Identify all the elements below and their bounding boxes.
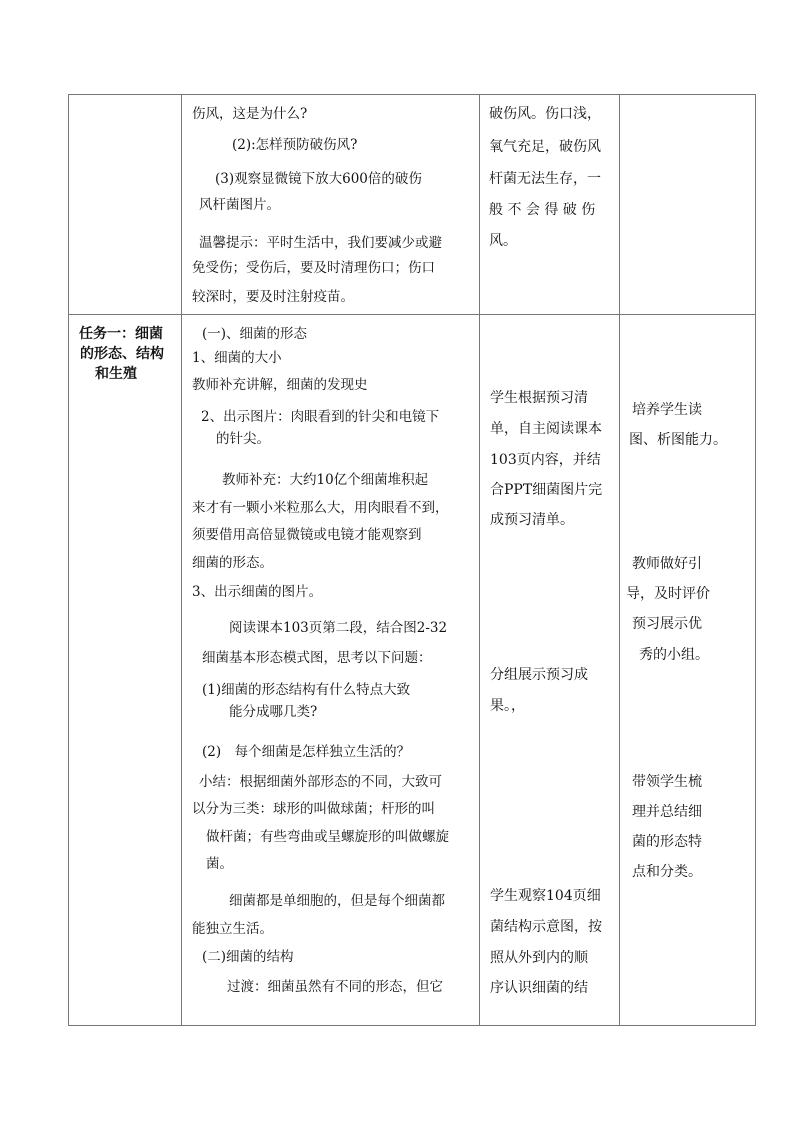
text-line: 氧气充足，破伤风 (489, 139, 601, 155)
text-line: 阅读课本103页第二段，结合图2-32 (229, 620, 448, 636)
text-line: 菌结构示意图，按 (490, 919, 602, 935)
text-line: 2、出示图片：肉眼看到的针尖和电镜下 (201, 409, 440, 425)
text-line: 小结：根据细菌外部形态的不同，大致可 (199, 774, 442, 790)
task-title-line: 的形态、结构 (80, 346, 164, 362)
table-row (69, 95, 756, 315)
row1-col2-cell (182, 95, 480, 315)
text-line: 能独立生活。 (192, 921, 273, 937)
text-line: 较深时，要及时注射疫苗。 (192, 289, 354, 305)
text-line: 菌。 (206, 856, 233, 872)
text-line: (2):怎样预防破伤风? (232, 137, 358, 153)
text-line: 的针尖。 (216, 431, 270, 447)
text-line: 带领学生梳 (632, 774, 702, 790)
row2-col3-cell (480, 315, 620, 1026)
text-line: 3、出示细菌的图片。 (192, 584, 323, 600)
row1-col3-cell (480, 95, 620, 315)
text-line: 导，及时评价 (626, 586, 710, 602)
task-title-line: 和生殖 (95, 366, 137, 382)
text-line: 1、细菌的大小 (192, 350, 282, 366)
row2-col1-cell (69, 315, 182, 1026)
task-title-line: 任务一：细菌 (79, 326, 163, 342)
text-line: 破伤风。伤口浅， (489, 106, 601, 122)
text-line: 理并总结细 (632, 804, 702, 820)
row1-col1-cell (69, 95, 182, 315)
text-line: 学生观察104页细 (490, 888, 601, 904)
text-line: 来才有一颗小米粒那么大，用肉眼看不到， (192, 500, 449, 516)
text-line: 细菌基本形态模式图，思考以下问题： (202, 650, 432, 666)
text-line: 成预习清单。 (490, 512, 574, 528)
text-line: 细菌都是单细胞的，但是每个细菌都 (229, 893, 445, 909)
lesson-plan-table (68, 94, 756, 1026)
text-line: 果。， (490, 698, 525, 714)
text-line: 单，自主阅读课本 (490, 421, 602, 437)
text-line: 以分为三类：球形的叫做球菌；杆形的叫 (192, 801, 435, 817)
text-line: 秀的小组。 (639, 647, 709, 663)
row1-col4-cell (620, 95, 756, 315)
text-line: 分组展示预习成 (490, 667, 588, 683)
text-line: 照从外到内的顺 (490, 950, 588, 966)
text-line: 细菌的形态。 (192, 555, 273, 571)
row2-col2-cell (182, 315, 480, 1026)
text-line: 做杆菌；有些弯曲或呈螺旋形的叫做螺旋 (206, 829, 449, 845)
text-line: 学生根据预习清 (490, 390, 588, 406)
text-line: 能分成哪几类? (229, 704, 318, 720)
text-line: 教师补充讲解，细菌的发现史 (192, 377, 368, 393)
text-line: 培养学生读 (632, 402, 702, 418)
text-line: 杆菌无法生存，一 (489, 171, 601, 187)
text-line: 序认识细菌的结 (490, 980, 588, 996)
text-line: 教师做好引 (632, 556, 702, 572)
table-row (69, 315, 756, 1026)
text-line: 温馨提示：平时生活中，我们要减少或避 (199, 235, 442, 251)
text-line: 须要借用高倍显微镜或电镜才能观察到 (192, 527, 422, 543)
text-line: (2) 每个细菌是怎样独立生活的？ (202, 744, 411, 760)
text-line: 免受伤；受伤后，要及时清理伤口；伤口 (192, 260, 435, 276)
text-line: 伤风，这是为什么? (192, 106, 308, 122)
text-line: (二)细菌的结构 (202, 949, 294, 965)
text-line: 预习展示优 (632, 616, 702, 632)
text-line: 合PPT细菌图片完 (490, 482, 603, 498)
text-line: (一)、细菌的形态 (202, 326, 308, 342)
row2-col4-cell (620, 315, 756, 1026)
text-line: 般 不 会 得 破 伤 (489, 202, 596, 218)
text-line: 风杆菌图片。 (199, 197, 280, 213)
text-line: (1)细菌的形态结构有什么特点大致 (202, 682, 411, 698)
text-line: 103页内容，并结 (490, 452, 601, 468)
text-line: 点和分类。 (632, 864, 702, 880)
text-line: 图、析图能力。 (629, 432, 727, 448)
text-line: (3)观察显微镜下放大600倍的破伤 (215, 171, 422, 187)
text-line: 过渡：细菌虽然有不同的形态，但它 (227, 979, 443, 995)
text-line: 风。 (489, 233, 517, 249)
text-line: 教师补充：大约10亿个细菌堆积起 (222, 472, 429, 488)
text-line: 菌的形态特 (632, 834, 702, 850)
